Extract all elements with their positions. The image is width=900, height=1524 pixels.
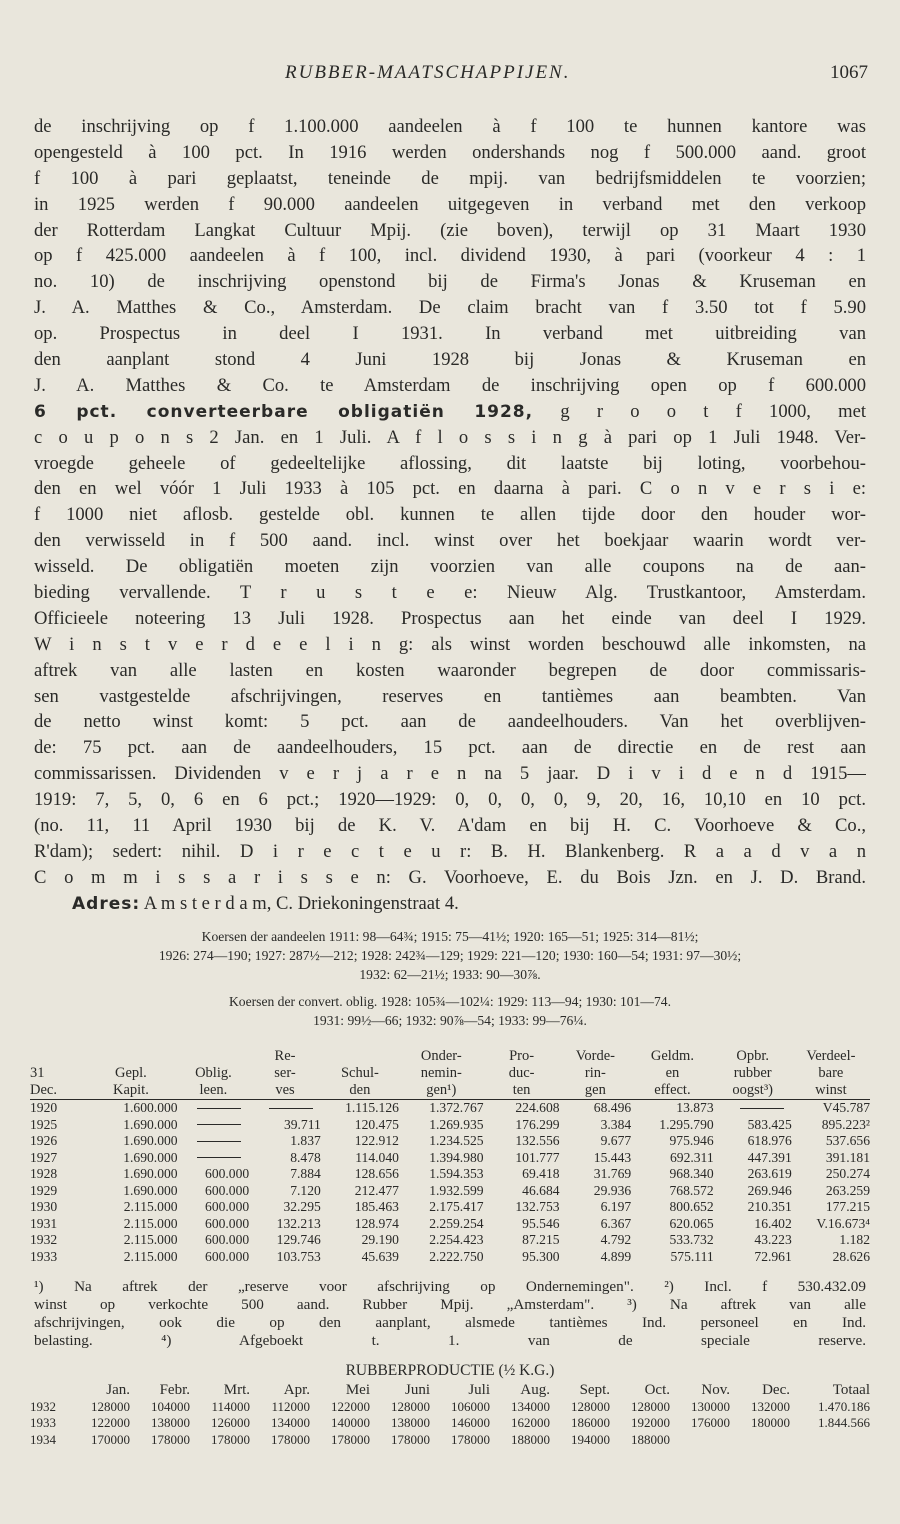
table-row: [30, 1117, 870, 1134]
production-header-cell: Totaal: [832, 1382, 870, 1398]
table-cell: 7.884: [290, 1166, 321, 1181]
header-cell: rin-: [584, 1065, 606, 1081]
table-cell: 2.115.000: [123, 1199, 178, 1214]
header-cell: Gepl.: [115, 1065, 147, 1081]
table-cell: 620.065: [669, 1215, 714, 1231]
header-cell: effect.: [654, 1082, 691, 1098]
header-cell: Pro-: [509, 1048, 535, 1064]
table-cell: 29.190: [361, 1232, 399, 1247]
header-cell: ten: [512, 1082, 531, 1098]
text-line: in 1925 werden f 90.000 aandeelen uitgegeven in verband met den verkoop: [34, 193, 866, 215]
table-cell: 177.215: [825, 1199, 870, 1214]
table-row: [30, 1216, 870, 1233]
table-cell: 13.873: [676, 1100, 714, 1115]
header-cell: bare: [818, 1065, 844, 1081]
table-cell: 68.496: [593, 1100, 632, 1115]
table-cell: 768.572: [669, 1182, 714, 1198]
table-cell: 2.115.000: [123, 1232, 178, 1247]
production-cell: 146000: [451, 1415, 490, 1430]
production-cell: 178000: [331, 1431, 370, 1447]
share-prices: [34, 927, 866, 984]
bold-heading: 6 pct. converteerbare obligatiën 1928,: [34, 401, 534, 422]
table-cell: 1.182: [839, 1232, 870, 1247]
bold-line-rest: g r o o t f 1000, met: [560, 400, 866, 422]
table-cell: 2.115.000: [123, 1215, 178, 1231]
table-cell: 101.777: [515, 1149, 560, 1165]
footnote-line: belasting. ⁴) Afgeboekt t. 1. van de speciale reserve.: [34, 1332, 866, 1349]
table-cell: 224.608: [515, 1100, 560, 1115]
table-cell: 95.300: [522, 1248, 560, 1264]
table-cell: 600.000: [205, 1215, 250, 1231]
table-cell: [178, 1100, 250, 1117]
table-cell: 2.115.000: [123, 1248, 178, 1264]
table-cell: 114.040: [355, 1149, 399, 1165]
price-line: Koersen der aandeelen 1911: 98—64¾; 1915: 75—41½; 1920: 165—51; 1925: 314—81½;: [201, 928, 699, 944]
header-cell: Schul-: [340, 1065, 379, 1081]
production-cell: 194000: [571, 1431, 610, 1447]
text-line: opengesteld à 100 pct. In 1916 werden ondershands nog f 500.000 aand. groot: [34, 141, 866, 163]
production-cell: 138000: [151, 1415, 190, 1430]
production-header-cell: [30, 1382, 70, 1399]
table-cell: 1.234.525: [429, 1133, 484, 1148]
production-header-cell: Oct.: [644, 1382, 670, 1398]
table-cell: 1933: [30, 1248, 58, 1264]
text-line: op. Prospectus in deel I 1931. In verband met uitbreiding van: [34, 323, 866, 345]
table-cell: 895.223²: [821, 1116, 870, 1132]
address-line: [34, 891, 866, 917]
table-cell: 9.677: [600, 1133, 632, 1148]
header-cell: [30, 1048, 84, 1065]
table-cell: 46.684: [522, 1182, 560, 1198]
text-line: de netto winst komt: 5 pct. aan de aandeelhouders. Van het overblijven-: [34, 711, 866, 733]
production-cell: 130000: [691, 1398, 730, 1414]
table-cell: [178, 1117, 250, 1134]
text-line: f 1000 niet aflosb. gestelde obl. kunnen te allen tijde door den houder wor-: [34, 504, 866, 526]
table-cell: 3.384: [600, 1116, 632, 1132]
production-cell: 138000: [391, 1415, 430, 1430]
table-cell: 1.394.980: [429, 1149, 484, 1165]
table-cell: 132.213: [276, 1215, 321, 1231]
table-cell: 618.976: [747, 1133, 792, 1148]
table-cell: 1.594.353: [429, 1166, 484, 1181]
production-cell: [730, 1432, 790, 1449]
table-cell: 1931: [30, 1215, 58, 1231]
table-cell: 2.222.750: [429, 1248, 484, 1264]
production-cell: 192000: [631, 1415, 670, 1430]
production-cell: 1934: [30, 1431, 56, 1447]
production-cell: 126000: [211, 1415, 250, 1430]
production-cell: 128000: [391, 1398, 430, 1414]
table-cell: [178, 1133, 250, 1150]
table-cell: 263.619: [747, 1166, 792, 1181]
page-number: 1067: [830, 62, 868, 83]
table-cell: 132.556: [515, 1133, 560, 1148]
table-cell: 1.690.000: [123, 1149, 178, 1165]
table-cell: 600.000: [205, 1232, 250, 1247]
table-cell: 533.732: [669, 1232, 714, 1247]
production-header-cell: Febr.: [159, 1382, 190, 1398]
production-cell: 140000: [331, 1415, 370, 1430]
table-cell: 1.690.000: [123, 1133, 178, 1148]
production-cell: 1.470.186: [818, 1398, 870, 1414]
header-cell: ser-: [274, 1065, 296, 1081]
text-line: aftrek van alle lasten en kosten waaronder begrepen de door commissaris-: [34, 659, 866, 681]
production-cell: 128000: [571, 1398, 610, 1414]
production-cell: 132000: [751, 1398, 790, 1414]
price-line: Koersen der convert. oblig. 1928: 105¾—102¼: 1929: 113—94; 1930: 101—74.: [228, 993, 671, 1009]
footnote-line: winst op verkochte 500 aand. Rubber Mpij. „Amsterdam". ³) Na aftrek van alle: [34, 1296, 866, 1313]
table-cell: 128.656: [354, 1166, 399, 1181]
header-cell: leen.: [199, 1082, 228, 1098]
table-cell: 263.259: [825, 1182, 870, 1198]
table-cell: 128.974: [354, 1215, 399, 1231]
production-cell: 114000: [211, 1398, 250, 1414]
table-cell: 692.311: [669, 1149, 714, 1165]
text-line: commissarissen. Dividenden v e r j a r e n na 5 jaar. D i v i d e n d 1915—: [34, 763, 866, 785]
table-cell: 43.223: [754, 1232, 792, 1247]
text-line: c o u p o n s 2 Jan. en 1 Juli. A f l o s s i n g à pari op 1 Juli 1948. Ver-: [34, 426, 866, 448]
production-cell: 122000: [331, 1398, 370, 1414]
header-cell: Vorde-: [575, 1048, 615, 1064]
production-cell: 106000: [451, 1398, 490, 1414]
production-cell: [790, 1432, 870, 1449]
table-cell: 1.690.000: [123, 1116, 178, 1132]
footnotes: [34, 1278, 866, 1350]
table-cell: 31.769: [593, 1166, 632, 1181]
header-cell: 31: [30, 1065, 45, 1081]
table-cell: 800.652: [669, 1199, 714, 1214]
table-cell: 391.181: [825, 1149, 870, 1165]
text-line: der Rotterdam Langkat Cultuur Mpij. (zie boven), terwijl op 31 Maart 1930: [34, 219, 866, 241]
production-header-cell: Juni: [404, 1382, 430, 1398]
text-line: C o m m i s s a r i s s e n: G. Voorhoeve, E. du Bois Jzn. en J. D. Brand.: [34, 866, 866, 888]
table-cell: 1.932.599: [429, 1182, 484, 1198]
table-cell: 29.936: [593, 1182, 632, 1198]
text-line: bieding vervallende. T r u s t e e: Nieuw Alg. Trustkantoor, Amsterdam.: [34, 582, 866, 604]
table-cell: [249, 1100, 321, 1117]
table-cell: 2.175.417: [429, 1199, 484, 1214]
production-cell: 128000: [631, 1398, 670, 1414]
production-header-cell: Nov.: [701, 1382, 730, 1398]
header-cell: Onder-: [420, 1048, 462, 1064]
table-cell: 32.295: [283, 1199, 321, 1214]
table-cell: 269.946: [747, 1182, 792, 1198]
table-cell: 1.372.767: [429, 1100, 484, 1115]
text-line: no. 10) de inschrijving openstond bij de Firma's Jonas & Kruseman en: [34, 271, 866, 293]
text-line: sen vastgestelde afschrijvingen, reserves en tantièmes aan beambten. Van: [34, 685, 866, 707]
production-row: [30, 1415, 870, 1432]
header-cell: ves: [275, 1082, 295, 1098]
production-cell: 178000: [211, 1431, 250, 1447]
table-cell: 72.961: [754, 1248, 792, 1264]
table-cell: 1.269.935: [429, 1116, 484, 1132]
table-cell: 2.259.254: [429, 1215, 484, 1231]
table-cell: 600.000: [205, 1199, 250, 1214]
table-row: [30, 1166, 870, 1183]
table-cell: 28.626: [832, 1248, 870, 1264]
table-cell: 1932: [30, 1232, 58, 1247]
table-cell: 122.912: [354, 1133, 399, 1148]
table-cell: 250.274: [825, 1166, 870, 1181]
production-cell: 178000: [151, 1431, 190, 1447]
production-header-row: [30, 1382, 870, 1399]
table-cell: V45.787: [822, 1100, 870, 1115]
production-cell: 1933: [30, 1415, 56, 1430]
production-cell: 178000: [391, 1431, 430, 1447]
table-cell: 1928: [30, 1166, 58, 1181]
table-cell: 1929: [30, 1182, 58, 1198]
table-cell: [178, 1150, 250, 1167]
table-cell: 1927: [30, 1149, 58, 1165]
table-cell: 120.475: [354, 1116, 399, 1132]
production-cell: 188000: [511, 1431, 550, 1447]
production-row: [30, 1399, 870, 1416]
header-cell: oogst³): [732, 1082, 774, 1098]
header-cell: nemin-: [420, 1065, 462, 1081]
financial-table: [30, 1048, 870, 1265]
header-cell: gen¹): [426, 1082, 457, 1098]
production-cell: 188000: [631, 1431, 670, 1447]
table-row: [30, 1133, 870, 1150]
table-cell: V.16.673⁴: [816, 1215, 870, 1231]
header-cell: [321, 1048, 399, 1065]
text-line: J. A. Matthes & Co., Amsterdam. De claim bracht van f 3.50 tot f 5.90: [34, 297, 866, 319]
table-cell: 69.418: [522, 1166, 560, 1181]
header-cell: winst: [815, 1082, 847, 1098]
table-cell: 2.254.423: [429, 1232, 484, 1247]
price-line: 1926: 274—190; 1927: 287½—212; 1928: 242¾—129; 1929: 221—120; 1930: 160—54; 1931: 97—30½;: [158, 947, 742, 963]
table-cell: [714, 1100, 792, 1117]
production-header-cell: Dec.: [762, 1382, 790, 1398]
production-cell: 112000: [271, 1398, 310, 1414]
production-title: RUBBERPRODUCTIE (½ K.G.): [345, 1362, 555, 1379]
table-header-row: [30, 1048, 870, 1065]
bond-prices: [34, 992, 866, 1030]
production-header-cell: Apr.: [283, 1382, 310, 1398]
production-cell: 104000: [151, 1398, 190, 1414]
table-row: [30, 1100, 870, 1117]
header-cell: rubber: [733, 1065, 772, 1081]
table-cell: 176.299: [515, 1116, 560, 1132]
production-cell: 134000: [511, 1398, 550, 1414]
production-cell: 186000: [571, 1415, 610, 1430]
table-cell: 447.391: [747, 1149, 792, 1165]
text-line: de: 75 pct. aan de aandeelhouders, 15 pct. aan de directie en de rest aan: [34, 737, 866, 759]
price-line: 1931: 99½—66; 1932: 90⅞—54; 1933: 99—76¼.: [313, 1012, 587, 1028]
text-line: den verwisseld in f 500 aand. incl. winst over het boekjaar waarin wordt ver-: [34, 530, 866, 552]
production-cell: 1.844.566: [818, 1415, 870, 1430]
table-cell: 1930: [30, 1199, 58, 1214]
table-cell: 1920: [30, 1100, 58, 1115]
page-header: [0, 62, 900, 86]
footnote-line: ¹) Na aftrek der „reserve voor afschrijving op Ondernemingen". ²) Incl. f 530.432.09: [34, 1278, 866, 1295]
production-row: [30, 1432, 870, 1449]
table-header-row: [30, 1065, 870, 1082]
table-cell: 129.746: [276, 1232, 321, 1247]
table-header-row: [30, 1082, 870, 1100]
production-cell: 178000: [271, 1431, 310, 1447]
table-cell: 6.367: [600, 1215, 632, 1231]
price-line: 1932: 62—21½; 1933: 90—30⅞.: [359, 966, 541, 982]
header-cell: gen: [584, 1082, 606, 1098]
production-cell: 180000: [751, 1415, 790, 1430]
header-cell: duc-: [508, 1065, 535, 1081]
table-cell: 583.425: [747, 1116, 792, 1132]
table-cell: 8.478: [290, 1149, 321, 1165]
table-cell: 132.753: [515, 1199, 560, 1214]
table-cell: 600.000: [205, 1166, 250, 1181]
table-cell: 1.115.126: [345, 1100, 399, 1115]
main-text: [34, 114, 866, 1030]
table-cell: 45.639: [361, 1248, 399, 1264]
table-cell: 1.295.790: [659, 1116, 714, 1132]
footnote-line: afschrijvingen, ook die op den aanplant, alsmede tantièmes Ind. personeel en Ind.: [34, 1314, 866, 1331]
production-cell: 170000: [91, 1431, 130, 1447]
header-cell: Geldm.: [650, 1048, 694, 1064]
header-cell: Re-: [274, 1048, 296, 1064]
production-cell: 134000: [271, 1415, 310, 1430]
header-cell: Kapit.: [112, 1082, 149, 1098]
text-line: f 100 à pari geplaatst, teneinde de mpij. van bedrijfsmiddelen te voorzien;: [34, 167, 866, 189]
table-cell: 537.656: [825, 1133, 870, 1148]
table-cell: 975.946: [669, 1133, 714, 1148]
text-line: den en wel vóór 1 Juli 1933 à 105 pct. en daarna à pari. C o n v e r s i e:: [34, 478, 866, 500]
table-cell: 1.690.000: [123, 1166, 178, 1181]
production-cell: [670, 1432, 730, 1449]
header-cell: [178, 1048, 250, 1065]
production-header-cell: Jan.: [106, 1382, 130, 1398]
production-cell: 178000: [451, 1431, 490, 1447]
table-cell: 1926: [30, 1133, 58, 1148]
text-line: op f 425.000 aandeelen à f 100, incl. dividend 1930, à pari (voorkeur 4 : 1: [34, 245, 866, 267]
table-cell: 1925: [30, 1116, 58, 1132]
table-cell: 1.690.000: [123, 1182, 178, 1198]
table-cell: 600.000: [205, 1182, 250, 1198]
text-line: wisseld. De obligatiën moeten zijn voorzien van alle coupons na de aan-: [34, 556, 866, 578]
table-cell: 968.340: [669, 1166, 714, 1181]
header-cell: en: [665, 1065, 680, 1081]
production-header-cell: Aug.: [520, 1382, 550, 1398]
table-row: [30, 1199, 870, 1216]
address-label: Adres:: [72, 893, 141, 914]
header-cell: Oblig.: [195, 1065, 232, 1081]
text-line: de inschrijving op f 1.100.000 aandeelen à f 100 te hunnen kantore was: [34, 116, 866, 137]
table-cell: 210.351: [747, 1199, 792, 1214]
header-cell: Verdeel-: [806, 1048, 856, 1064]
table-row: [30, 1183, 870, 1200]
table-cell: 16.402: [754, 1215, 792, 1231]
table-cell: 7.120: [290, 1182, 321, 1198]
production-cell: 162000: [511, 1415, 550, 1430]
production-header-cell: Mei: [345, 1382, 370, 1398]
production-header-cell: Mrt.: [223, 1382, 250, 1398]
table-row: [30, 1249, 870, 1266]
text-line: den aanplant stond 4 Juni 1928 bij Jonas & Kruseman en: [34, 349, 866, 371]
table-cell: 212.477: [354, 1182, 399, 1198]
table-cell: 575.111: [670, 1248, 714, 1264]
production-section: [30, 1360, 870, 1448]
text-line: vroegde geheele of gedeeltelijke aflossing, dit laatste bij loting, voorbehou-: [34, 452, 866, 474]
table-cell: 6.197: [600, 1199, 632, 1214]
running-title: RUBBER-MAATSCHAPPIJEN.: [285, 62, 571, 83]
table-cell: 95.546: [522, 1215, 560, 1231]
header-cell: den: [349, 1082, 371, 1098]
header-cell: Opbr.: [736, 1048, 770, 1064]
text-line: R'dam); sedert: nihil. D i r e c t e u r: B. H. Blankenberg. R a a d v a n: [34, 840, 866, 862]
table-cell: 1.600.000: [123, 1100, 178, 1115]
table-cell: 87.215: [522, 1232, 560, 1247]
table-row: [30, 1150, 870, 1167]
table-cell: 15.443: [593, 1149, 632, 1165]
table-cell: 4.792: [600, 1232, 632, 1247]
table-cell: 600.000: [205, 1248, 250, 1264]
table-cell: 39.711: [283, 1116, 321, 1132]
bold-line: [34, 399, 866, 425]
production-cell: 1932: [30, 1398, 56, 1414]
text-line: J. A. Matthes & Co. te Amsterdam de inschrijving open op f 600.000: [34, 374, 866, 396]
production-cell: 176000: [691, 1415, 730, 1430]
address-text: A m s t e r d a m, C. Driekoningenstraat 4.: [143, 892, 459, 914]
production-cell: 128000: [91, 1398, 130, 1414]
header-cell: Dec.: [30, 1082, 57, 1098]
text-line: Officieele noteering 13 Juli 1928. Prospectus aan het einde van deel I 1929.: [34, 607, 866, 629]
table-cell: 1.837: [290, 1133, 321, 1148]
header-cell: [84, 1048, 177, 1065]
production-cell: 122000: [91, 1415, 130, 1430]
text-line: (no. 11, 11 April 1930 bij de K. V. A'dam en bij H. C. Voorhoeve & Co.,: [34, 815, 866, 837]
production-header-cell: Sept.: [579, 1382, 610, 1398]
text-line: 1919: 7, 5, 0, 6 en 6 pct.; 1920—1929: 0, 0, 0, 0, 9, 20, 16, 10,10 en 10 pct.: [34, 789, 866, 811]
table-cell: 185.463: [354, 1199, 399, 1214]
text-line: W i n s t v e r d e e l i n g: als winst worden beschouwd alle inkomsten, na: [34, 633, 866, 655]
production-header-cell: Juli: [468, 1382, 490, 1398]
table-row: [30, 1232, 870, 1249]
table-cell: 4.899: [600, 1248, 632, 1264]
table-cell: 103.753: [276, 1248, 321, 1264]
